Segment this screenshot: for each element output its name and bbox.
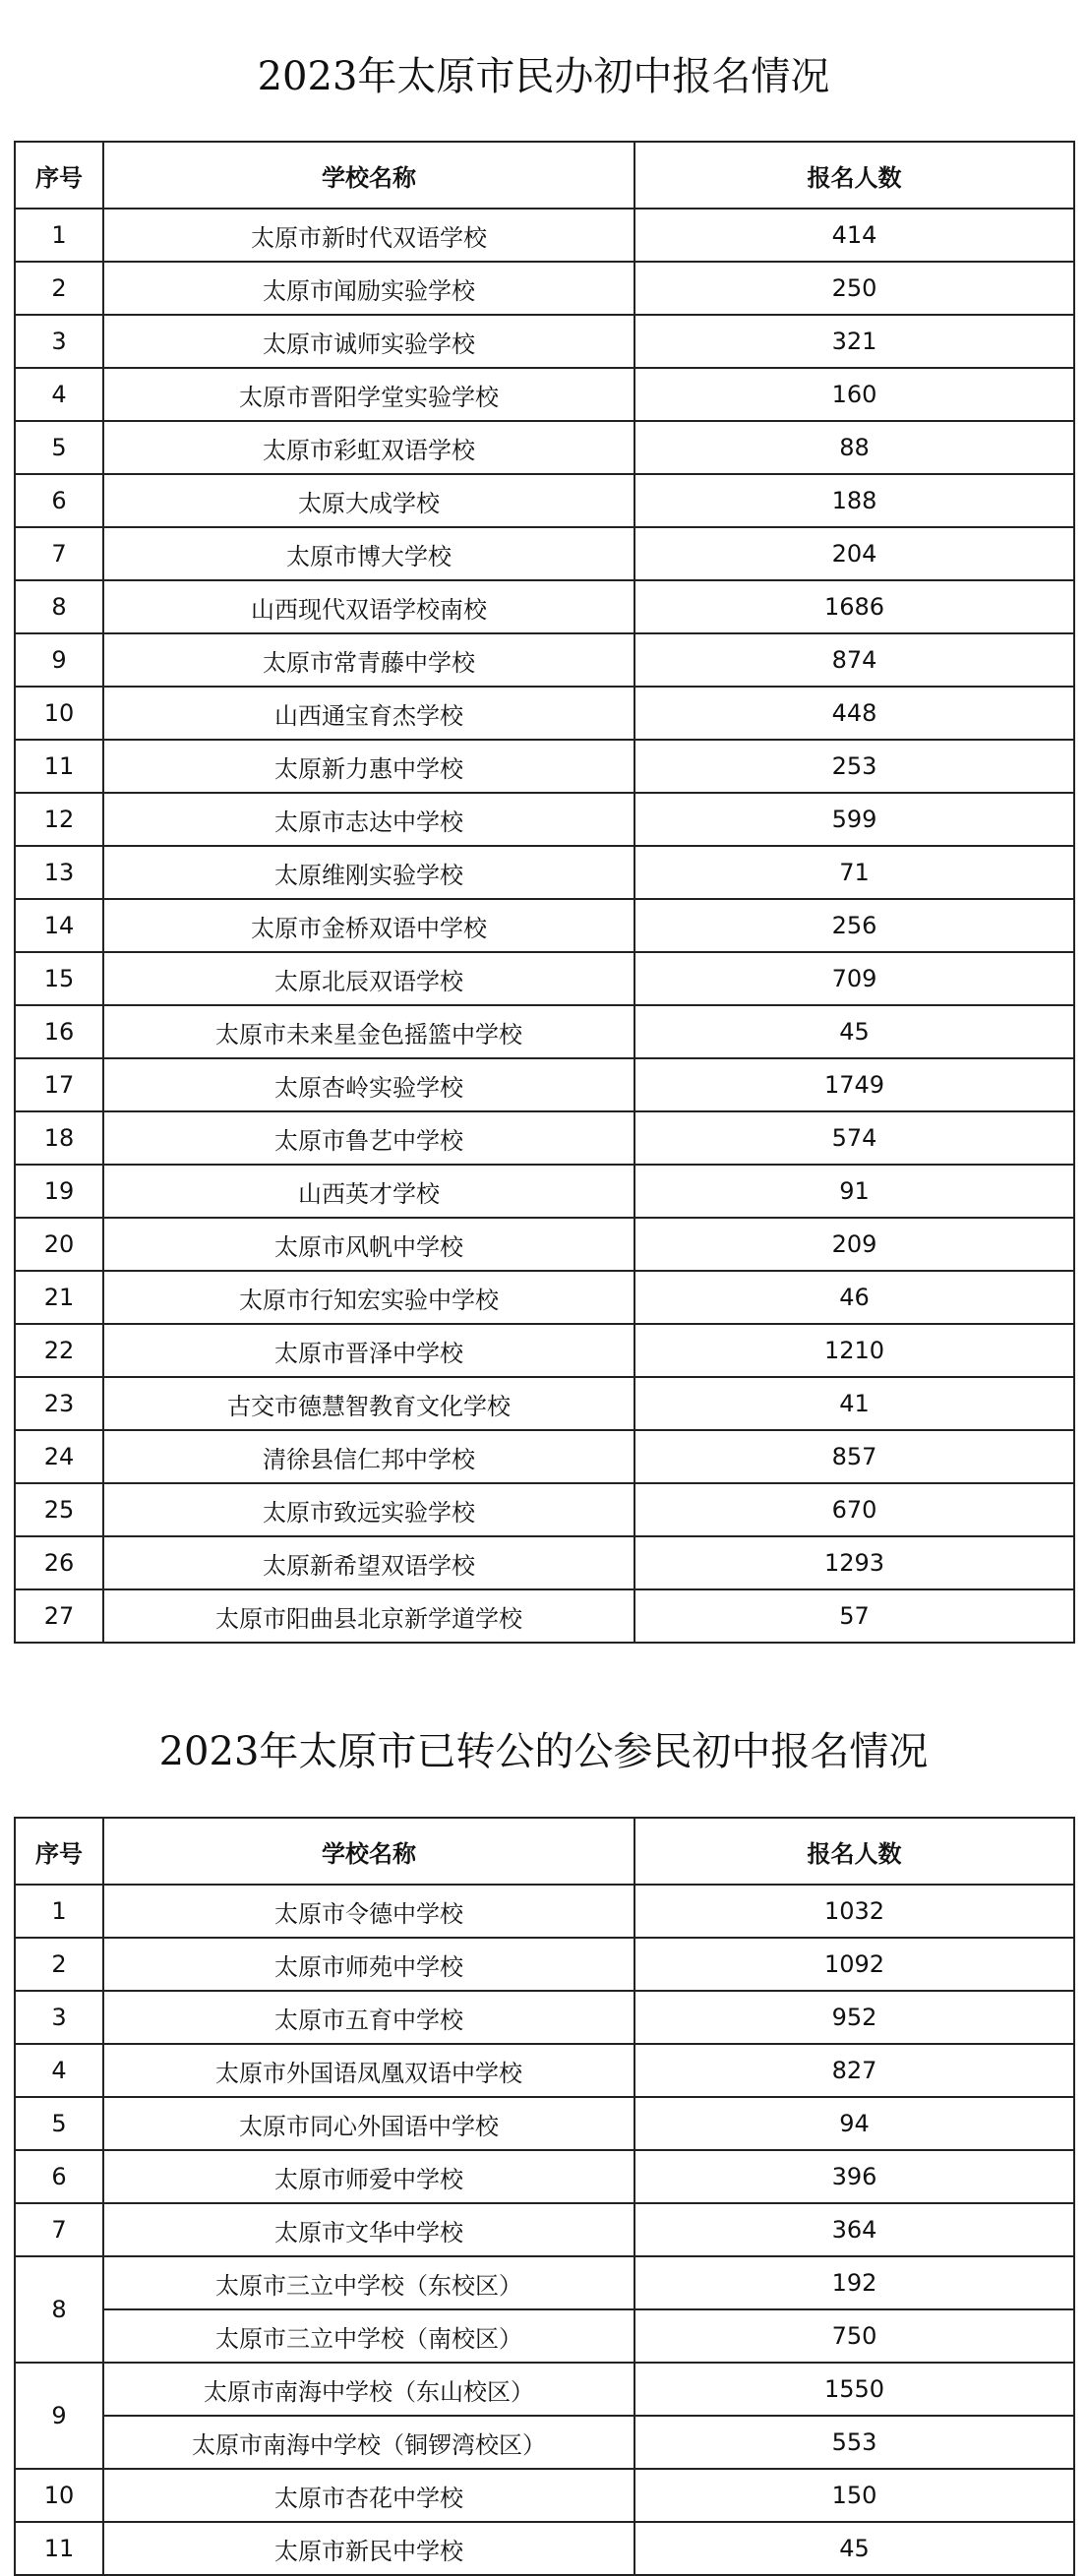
cell-applicants: 253 (634, 740, 1074, 793)
cell-school-name: 太原市师苑中学校 (103, 1938, 634, 1991)
cell-applicants: 209 (634, 1218, 1074, 1271)
cell-school-name: 太原市三立中学校（南校区） (103, 2309, 634, 2363)
cell-school-name: 太原新希望双语学校 (103, 1536, 634, 1589)
cell-index: 4 (15, 2044, 103, 2097)
cell-index: 11 (15, 2522, 103, 2575)
cell-school-name: 太原市金桥双语中学校 (103, 899, 634, 952)
table-row (15, 2256, 1074, 2309)
table-row (15, 2522, 1074, 2575)
cell-applicants: 1293 (634, 1536, 1074, 1589)
table-row (15, 793, 1074, 846)
cell-applicants: 91 (634, 1165, 1074, 1218)
cell-applicants: 364 (634, 2203, 1074, 2256)
table-row (15, 1111, 1074, 1165)
cell-index: 8 (15, 580, 103, 633)
cell-index: 21 (15, 1271, 103, 1324)
cell-applicants: 1032 (634, 1885, 1074, 1938)
cell-school-name: 太原市令德中学校 (103, 1885, 634, 1938)
cell-school-name: 古交市德慧智教育文化学校 (103, 1377, 634, 1430)
table-row (15, 1991, 1074, 2044)
cell-school-name: 太原市师爱中学校 (103, 2150, 634, 2203)
table-header-row (15, 142, 1074, 209)
cell-applicants: 827 (634, 2044, 1074, 2097)
cell-index: 22 (15, 1324, 103, 1377)
cell-applicants: 71 (634, 846, 1074, 899)
cell-index: 6 (15, 2150, 103, 2203)
cell-school-name: 山西英才学校 (103, 1165, 634, 1218)
table-row (15, 1938, 1074, 1991)
cell-school-name: 太原市诚师实验学校 (103, 315, 634, 368)
cell-applicants: 45 (634, 1005, 1074, 1058)
table-row (15, 1005, 1074, 1058)
cell-applicants: 46 (634, 1271, 1074, 1324)
table-row (15, 2097, 1074, 2150)
cell-applicants: 150 (634, 2469, 1074, 2522)
header-school-name: 学校名称 (103, 1818, 634, 1885)
cell-school-name: 太原市外国语凤凰双语中学校 (103, 2044, 634, 2097)
cell-index: 2 (15, 262, 103, 315)
table-row (15, 687, 1074, 740)
cell-applicants: 553 (634, 2416, 1074, 2469)
cell-school-name: 太原市博大学校 (103, 527, 634, 580)
cell-school-name: 太原市志达中学校 (103, 793, 634, 846)
table-row (15, 315, 1074, 368)
cell-school-name: 太原市南海中学校（东山校区） (103, 2363, 634, 2416)
cell-school-name: 太原市三立中学校（东校区） (103, 2256, 634, 2309)
table-row (15, 899, 1074, 952)
cell-applicants: 88 (634, 421, 1074, 474)
cell-index: 1 (15, 209, 103, 262)
cell-school-name: 山西现代双语学校南校 (103, 580, 634, 633)
cell-school-name: 太原市未来星金色摇篮中学校 (103, 1005, 634, 1058)
table-row (15, 1271, 1074, 1324)
table-row (15, 1483, 1074, 1536)
cell-applicants: 1210 (634, 1324, 1074, 1377)
cell-index: 13 (15, 846, 103, 899)
cell-school-name: 太原大成学校 (103, 474, 634, 527)
cell-applicants: 45 (634, 2522, 1074, 2575)
cell-index: 24 (15, 1430, 103, 1483)
cell-school-name: 太原市杏花中学校 (103, 2469, 634, 2522)
table-header-row (15, 1818, 1074, 1885)
table-row (15, 1058, 1074, 1111)
cell-index: 17 (15, 1058, 103, 1111)
table-row (15, 2203, 1074, 2256)
cell-school-name: 太原市致远实验学校 (103, 1483, 634, 1536)
cell-school-name: 太原市南海中学校（铜锣湾校区） (103, 2416, 634, 2469)
table-row (15, 740, 1074, 793)
cell-school-name: 太原市常青藤中学校 (103, 633, 634, 687)
cell-school-name: 太原市彩虹双语学校 (103, 421, 634, 474)
table-row (15, 1324, 1074, 1377)
table-row (15, 1589, 1074, 1643)
cell-index: 7 (15, 527, 103, 580)
table1-title: 2023年太原市民办初中报名情况 (257, 54, 830, 99)
cell-index: 8 (15, 2256, 103, 2363)
cell-applicants: 1749 (634, 1058, 1074, 1111)
table-row (15, 2416, 1074, 2469)
cell-applicants: 57 (634, 1589, 1074, 1643)
cell-school-name: 太原市鲁艺中学校 (103, 1111, 634, 1165)
table-row (15, 527, 1074, 580)
cell-applicants: 874 (634, 633, 1074, 687)
cell-applicants: 192 (634, 2256, 1074, 2309)
cell-index: 14 (15, 899, 103, 952)
cell-index: 10 (15, 2469, 103, 2522)
header-school-name: 学校名称 (103, 142, 634, 209)
cell-school-name: 太原市新时代双语学校 (103, 209, 634, 262)
cell-applicants: 188 (634, 474, 1074, 527)
cell-school-name: 太原北辰双语学校 (103, 952, 634, 1005)
cell-school-name: 太原市闻励实验学校 (103, 262, 634, 315)
private-school-table (14, 141, 1075, 1644)
cell-applicants: 1686 (634, 580, 1074, 633)
cell-index: 6 (15, 474, 103, 527)
cell-index: 4 (15, 368, 103, 421)
table-row (15, 2363, 1074, 2416)
cell-applicants: 94 (634, 2097, 1074, 2150)
table-row (15, 368, 1074, 421)
cell-applicants: 256 (634, 899, 1074, 952)
cell-applicants: 709 (634, 952, 1074, 1005)
cell-applicants: 321 (634, 315, 1074, 368)
cell-school-name: 太原新力惠中学校 (103, 740, 634, 793)
cell-applicants: 160 (634, 368, 1074, 421)
cell-index: 5 (15, 421, 103, 474)
cell-school-name: 太原杏岭实验学校 (103, 1058, 634, 1111)
cell-applicants: 750 (634, 2309, 1074, 2363)
table-row (15, 209, 1074, 262)
table-row (15, 1536, 1074, 1589)
cell-index: 15 (15, 952, 103, 1005)
table-row (15, 1165, 1074, 1218)
table-row (15, 421, 1074, 474)
cell-applicants: 1550 (634, 2363, 1074, 2416)
table-row (15, 1885, 1074, 1938)
cell-index: 27 (15, 1589, 103, 1643)
cell-school-name: 太原维刚实验学校 (103, 846, 634, 899)
cell-index: 19 (15, 1165, 103, 1218)
cell-applicants: 414 (634, 209, 1074, 262)
cell-index: 1 (15, 1885, 103, 1938)
cell-index: 2 (15, 1938, 103, 1991)
cell-school-name: 太原市同心外国语中学校 (103, 2097, 634, 2150)
cell-applicants: 574 (634, 1111, 1074, 1165)
table-row (15, 262, 1074, 315)
table-row (15, 2309, 1074, 2363)
cell-index: 5 (15, 2097, 103, 2150)
cell-index: 26 (15, 1536, 103, 1589)
cell-applicants: 204 (634, 527, 1074, 580)
cell-index: 18 (15, 1111, 103, 1165)
cell-school-name: 太原市行知宏实验中学校 (103, 1271, 634, 1324)
table-row (15, 1377, 1074, 1430)
cell-applicants: 857 (634, 1430, 1074, 1483)
cell-school-name: 太原市五育中学校 (103, 1991, 634, 2044)
cell-index: 3 (15, 315, 103, 368)
cell-index: 20 (15, 1218, 103, 1271)
header-applicants: 报名人数 (634, 142, 1074, 209)
table-row (15, 2044, 1074, 2097)
cell-school-name: 太原市晋泽中学校 (103, 1324, 634, 1377)
cell-applicants: 41 (634, 1377, 1074, 1430)
cell-index: 3 (15, 1991, 103, 2044)
cell-index: 9 (15, 633, 103, 687)
cell-school-name: 太原市阳曲县北京新学道学校 (103, 1589, 634, 1643)
table-row (15, 474, 1074, 527)
table-row (15, 952, 1074, 1005)
cell-index: 9 (15, 2363, 103, 2469)
cell-school-name: 太原市晋阳学堂实验学校 (103, 368, 634, 421)
cell-index: 16 (15, 1005, 103, 1058)
cell-applicants: 396 (634, 2150, 1074, 2203)
cell-index: 7 (15, 2203, 103, 2256)
table-row (15, 1430, 1074, 1483)
cell-applicants: 670 (634, 1483, 1074, 1536)
cell-index: 25 (15, 1483, 103, 1536)
cell-applicants: 952 (634, 1991, 1074, 2044)
table2-title: 2023年太原市已转公的公参民初中报名情况 (158, 1729, 929, 1774)
cell-applicants: 250 (634, 262, 1074, 315)
table-row (15, 2469, 1074, 2522)
cell-school-name: 太原市文华中学校 (103, 2203, 634, 2256)
cell-school-name: 清徐县信仁邦中学校 (103, 1430, 634, 1483)
header-index: 序号 (15, 142, 103, 209)
cell-applicants: 448 (634, 687, 1074, 740)
table-row (15, 633, 1074, 687)
converted-public-school-table (14, 1817, 1075, 2576)
table-row (15, 580, 1074, 633)
cell-index: 11 (15, 740, 103, 793)
cell-index: 12 (15, 793, 103, 846)
header-index: 序号 (15, 1818, 103, 1885)
cell-index: 10 (15, 687, 103, 740)
header-applicants: 报名人数 (634, 1818, 1074, 1885)
cell-applicants: 599 (634, 793, 1074, 846)
table-row (15, 1218, 1074, 1271)
cell-index: 23 (15, 1377, 103, 1430)
cell-applicants: 1092 (634, 1938, 1074, 1991)
cell-school-name: 山西通宝育杰学校 (103, 687, 634, 740)
table-row (15, 2150, 1074, 2203)
cell-school-name: 太原市风帆中学校 (103, 1218, 634, 1271)
cell-school-name: 太原市新民中学校 (103, 2522, 634, 2575)
table-row (15, 846, 1074, 899)
